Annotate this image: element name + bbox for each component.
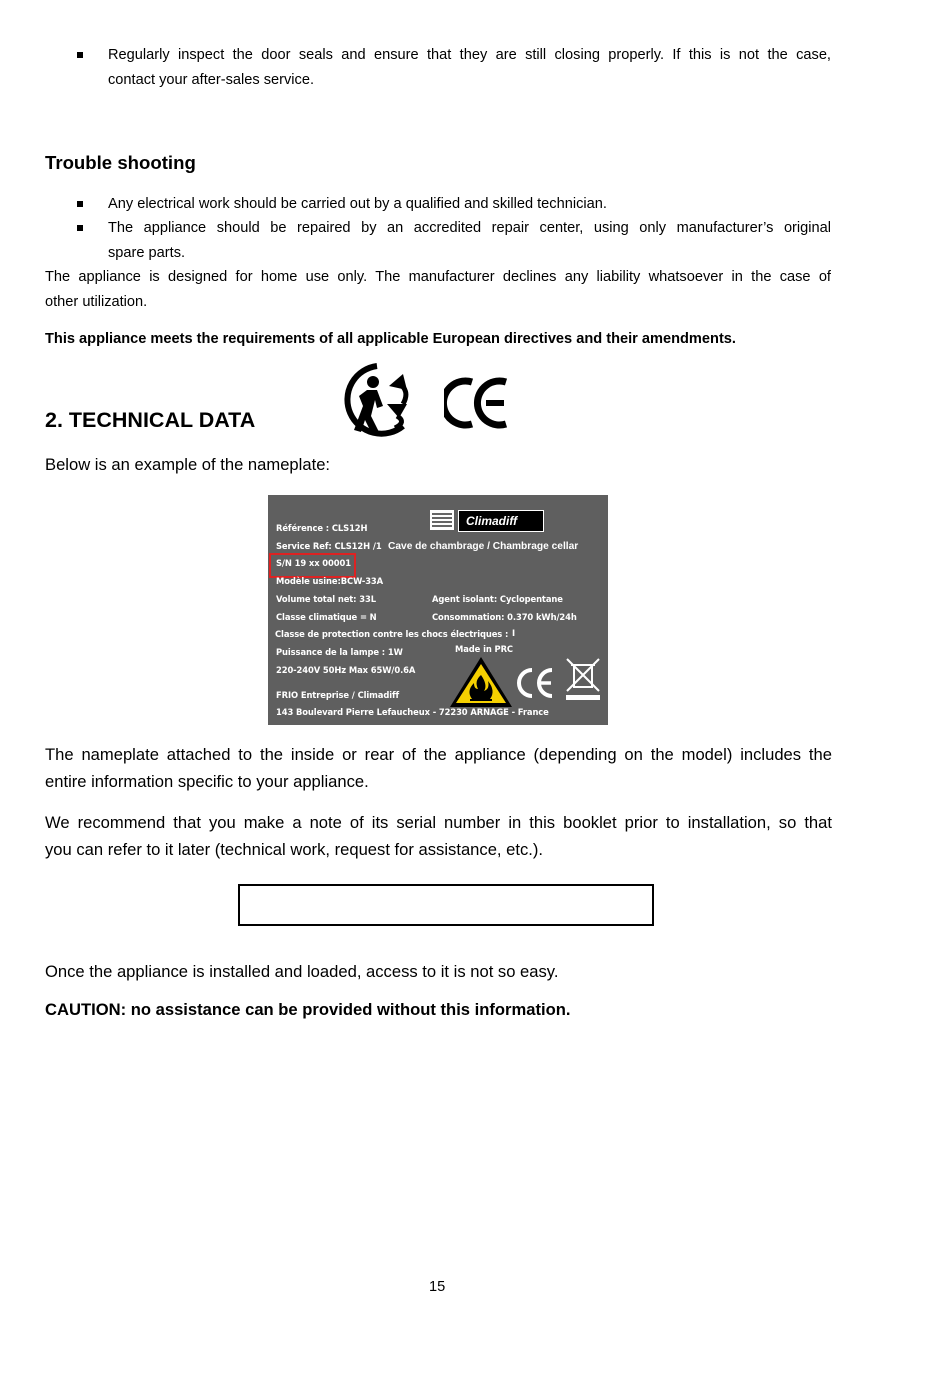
nameplate-reference: Référence : CLS12H [276, 523, 368, 533]
nameplate-made-in: Made in PRC [455, 644, 513, 654]
bullet-text-line: contact your after-sales service. [108, 72, 315, 88]
paragraph-line: other utilization. [45, 294, 148, 310]
bullet-marker [77, 201, 83, 207]
nameplate-protection-symbol: I [512, 628, 516, 638]
serial-number-entry-box[interactable] [238, 884, 654, 926]
nameplate-insulation: Agent isolant: Cyclopentane [432, 594, 563, 604]
weee-crossed-bin-icon [564, 657, 602, 701]
climadiff-logo-icon [430, 510, 454, 530]
nameplate-ce-mark-icon [516, 667, 556, 699]
nameplate-consumption: Consommation: 0.370 kWh/24h [432, 612, 577, 622]
triman-recycling-icon [337, 360, 421, 440]
nameplate-protection: Classe de protection contre les chocs électriques : [275, 629, 509, 639]
nameplate-factory-model: Modèle usine:BCW-33A [276, 576, 384, 586]
page-number: 15 [429, 1279, 446, 1295]
nameplate-serial: S/N 19 xx 00001 [276, 558, 351, 568]
nameplate-image [268, 495, 608, 725]
nameplate-volume: Volume total net: 33L [276, 594, 376, 604]
nameplate-power: 220-240V 50Hz Max 65W/0.6A [276, 665, 416, 675]
nameplate-climate: Classe climatique = N [276, 612, 377, 622]
nameplate-address: 143 Boulevard Pierre Lefaucheux - 72230 ARNAGE - France [276, 707, 549, 717]
nameplate-service-ref: Service Ref: CLS12H /1 [276, 541, 382, 551]
section-heading: 2. TECHNICAL DATA [45, 408, 256, 432]
bullet-text-line: Regularly inspect the door seals and ensure that they are still closing properly. If this is not the case, [108, 47, 831, 63]
ce-mark-icon [444, 376, 514, 430]
nameplate-product: Cave de chambrage / Chambrage cellar [388, 541, 579, 552]
bullet-text-line: The appliance should be repaired by an accredited repair center, using only manufacturer’s original [108, 220, 831, 236]
bullet-text-line: Any electrical work should be carried out by a qualified and skilled technician. [108, 196, 607, 212]
paragraph-line: We recommend that you make a note of its serial number in this booklet prior to installation, so that [45, 813, 832, 832]
section-heading: Trouble shooting [45, 152, 196, 173]
compliance-statement: This appliance meets the requirements of all applicable European directives and their amendments. [45, 331, 736, 347]
flammable-warning-icon [448, 655, 514, 709]
caution-text: CAUTION: no assistance can be provided without this information. [45, 1000, 571, 1019]
paragraph-line: you can refer to it later (technical work, request for assistance, etc.). [45, 840, 544, 859]
paragraph-line: entire information specific to your appliance. [45, 772, 369, 791]
nameplate-brand: Climadiff [466, 514, 518, 528]
nameplate-company: FRIO Entreprise / Climadiff [276, 690, 400, 700]
paragraph-line: The nameplate attached to the inside or rear of the appliance (depending on the model) includes the [45, 745, 832, 764]
bullet-marker [77, 52, 83, 58]
bullet-marker [77, 225, 83, 231]
bullet-text-line: spare parts. [108, 245, 186, 261]
nameplate-lamp: Puissance de la lampe : 1W [276, 647, 403, 657]
paragraph-line: The appliance is designed for home use only. The manufacturer declines any liability whatsoever in the case of [45, 269, 831, 285]
intro-text: Below is an example of the nameplate: [45, 455, 331, 474]
paragraph-line: Once the appliance is installed and loaded, access to it is not so easy. [45, 962, 559, 981]
